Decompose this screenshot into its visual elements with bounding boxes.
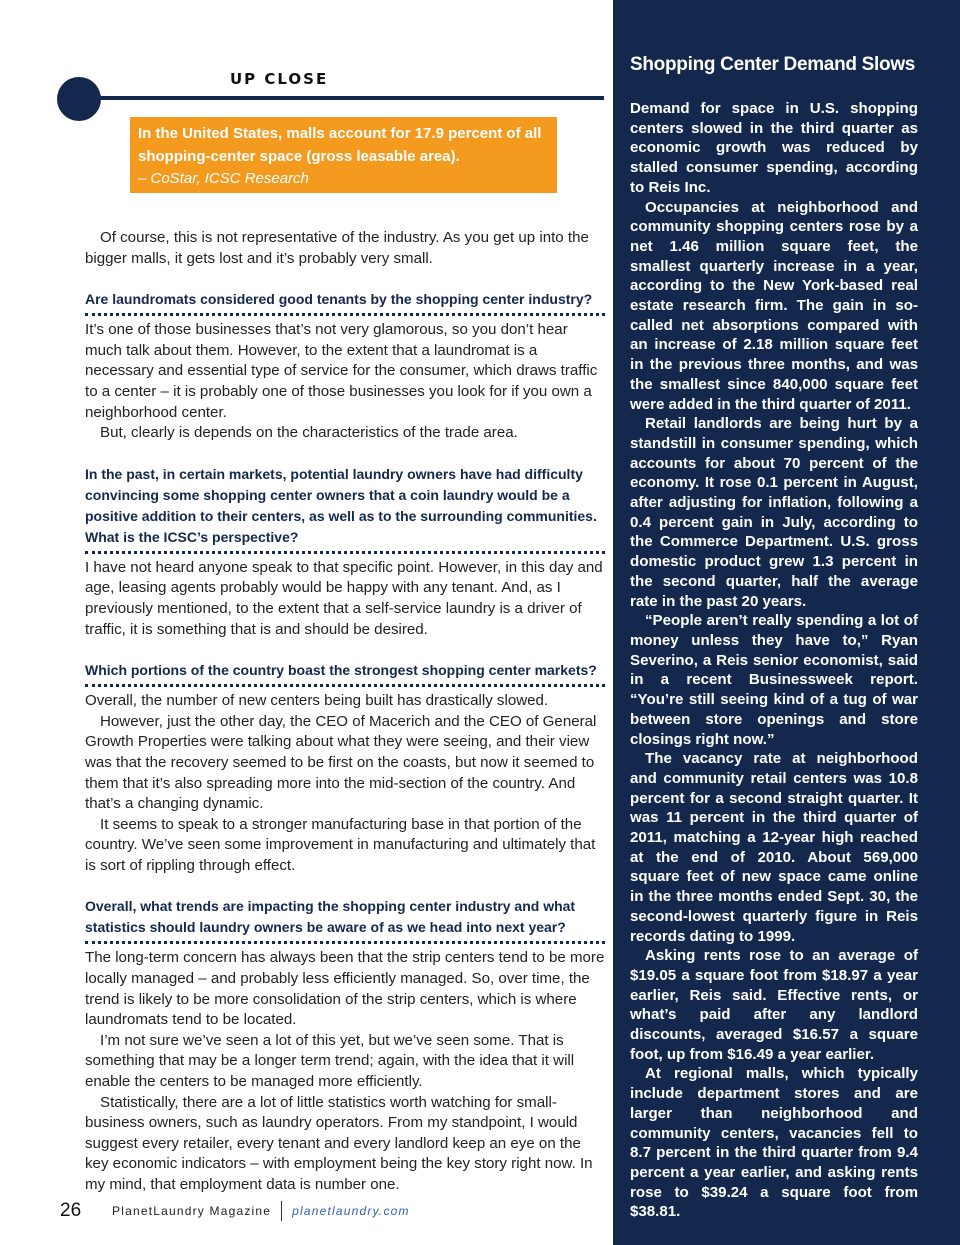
sidebar-paragraph: At regional malls, which typically include department stores and are larger than neighborhood and community centers, vacancies fell to 8.7 percent in the third quarter from 9.4 percent a year earlier, and asking rents rose to $39.24 a square foot from $38.81. [630,1065,918,1221]
sidebar-body [630,99,918,1222]
question-heading: Overall, what trends are impacting the shopping center industry and what statistics should laundry owners be aware of as we head into next year? [85,896,605,944]
pull-quote-box [130,117,557,193]
magazine-title: PlanetLaundry Magazine [112,1204,272,1218]
answer-paragraph: It seems to speak to a stronger manufacturing base in that portion of the country. We’ve seen some improvement in manufacturing and ultimately that is sort of rippling through effect. [85,815,596,874]
header-circle-ornament [57,77,101,121]
answer-paragraph: I’m not sure we’ve seen a lot of this yet, but we’ve seen some. That is something that may be a longer term trend; again, with the idea that it will enable the centers to be managed more efficiently. [85,1031,575,1091]
answer-paragraph: However, just the other day, the CEO of Macerich and the CEO of General Growth Properties were talking about what they were seeing, and their view was that the recovery seemed to be first on the coasts, but now it seemed to them that it’s also spreading more into the mid-section of the country. And that’s a changing dynamic. [85,712,597,813]
article-body [85,228,605,1196]
question-heading: Which portions of the country boast the strongest shopping center markets? [85,660,605,687]
question-heading: In the past, in certain markets, potential laundry owners have had difficulty convincing some shopping center owners that a coin laundry would be a positive addition to their centers, as well as to the surrounding communities. What is the ICSC’s perspective? [85,464,605,554]
sidebar-paragraph: Retail landlords are being hurt by a standstill in consumer spending, which accounts for about 70 percent of the economy. It rose 0.1 percent in August, after adjusting for inflation, following a 0.4 percent gain in July, according to the Commerce Department. U.S. gross domestic product grew 1.3 percent in the second quarter, half the average rate in the past 20 years. [630,415,918,610]
sidebar-title: Shopping Center Demand Slows [630,54,916,75]
answer-paragraph: Overall, the number of new centers being built has drastically slowed. [85,692,549,710]
page-number: 26 [60,1200,82,1221]
pull-quote-text: In the United States, malls account for 17.9 percent of all shopping-center space (gross leasable area). [138,125,542,165]
answer-paragraph: But, clearly is depends on the characteristics of the trade area. [100,424,518,442]
answer-paragraph: Statistically, there are a lot of little statistics worth watching for small-business owners, such as laundry operators. From my standpoint, I would suggest every retailer, every tenant and every landlord keep an eye on the key economic indicators – with employment being the key story right now. In my mind, that employment data is number one. [85,1093,593,1193]
sidebar-paragraph: Demand for space in U.S. shopping centers slowed in the third quarter as economic growth was reduced by stalled consumer spending, according to Reis Inc. [630,100,918,196]
answer-paragraph: It’s one of those businesses that’s not very glamorous, so you don’t hear much talk about them. However, to the extent that a laundromat is a necessary and essential type of service for the consumer, which draws traffic to a center – it is probably one of those businesses you look for if you own a neighborhood center. [85,321,598,421]
answer-paragraph: The long-term concern has always been that the strip centers tend to be more locally managed – and probably less efficiently managed. So, over time, the trend is likely to be more consolidation of the strip centers, which is where laundromats tend to be located. [85,949,605,1029]
sidebar-paragraph: “People aren’t really spending a lot of money unless they have to,” Ryan Severino, a Reis senior economist, said in a recent Businessweek report. “You’re still seeing kind of a tug of war between store openings and store closings right now.” [630,612,918,748]
question-heading: Are laundromats considered good tenants by the shopping center industry? [85,289,605,316]
article-intro: Of course, this is not representative of the industry. As you get up into the bigger malls, it gets lost and it’s probably very small. [85,229,589,267]
pull-quote-source: – CoStar, ICSC Research [138,170,309,187]
section-label: UP CLOSE [230,70,329,88]
sidebar-paragraph: The vacancy rate at neighborhood and community retail centers was 10.8 percent for a second straight quarter. It was 11 percent in the third quarter of 2011, matching a 12-year high reached at the end of 2010. About 569,000 square feet of new space came online in the three months ended Sept. 30, the second-lowest quarterly figure in Reis records dating to 1999. [630,750,918,945]
page-footer [60,1198,410,1224]
sidebar-panel [613,0,960,1245]
sidebar-paragraph: Occupancies at neighborhood and community shopping centers rose by a net 1.46 million square feet, the smallest quarterly increase in a year, according to the New York-based real estate research firm. The gain in so-called net absorptions compared with an increase of 2.18 million square feet in the previous three months, and was the smallest since 840,000 square feet were added in the third quarter of 2011. [630,198,918,413]
header-rule [98,96,604,100]
magazine-url-link[interactable]: planetlaundry.com [292,1204,410,1218]
sidebar-paragraph: Asking rents rose to an average of $19.05 a square foot from $18.97 a year earlier, Reis said. Effective rents, or what’s paid after any landlord discounts, averaged $16.57 a square foot, up from $16.49 a year earlier. [630,947,918,1063]
answer-paragraph: I have not heard anyone speak to that specific point. However, in this day and age, leasing agents probably would be happy with any tenant. And, as I previously mentioned, to the extent that a self-service laundry is a driver of traffic, it is something that is and should be desired. [85,558,603,638]
footer-divider [281,1201,282,1221]
